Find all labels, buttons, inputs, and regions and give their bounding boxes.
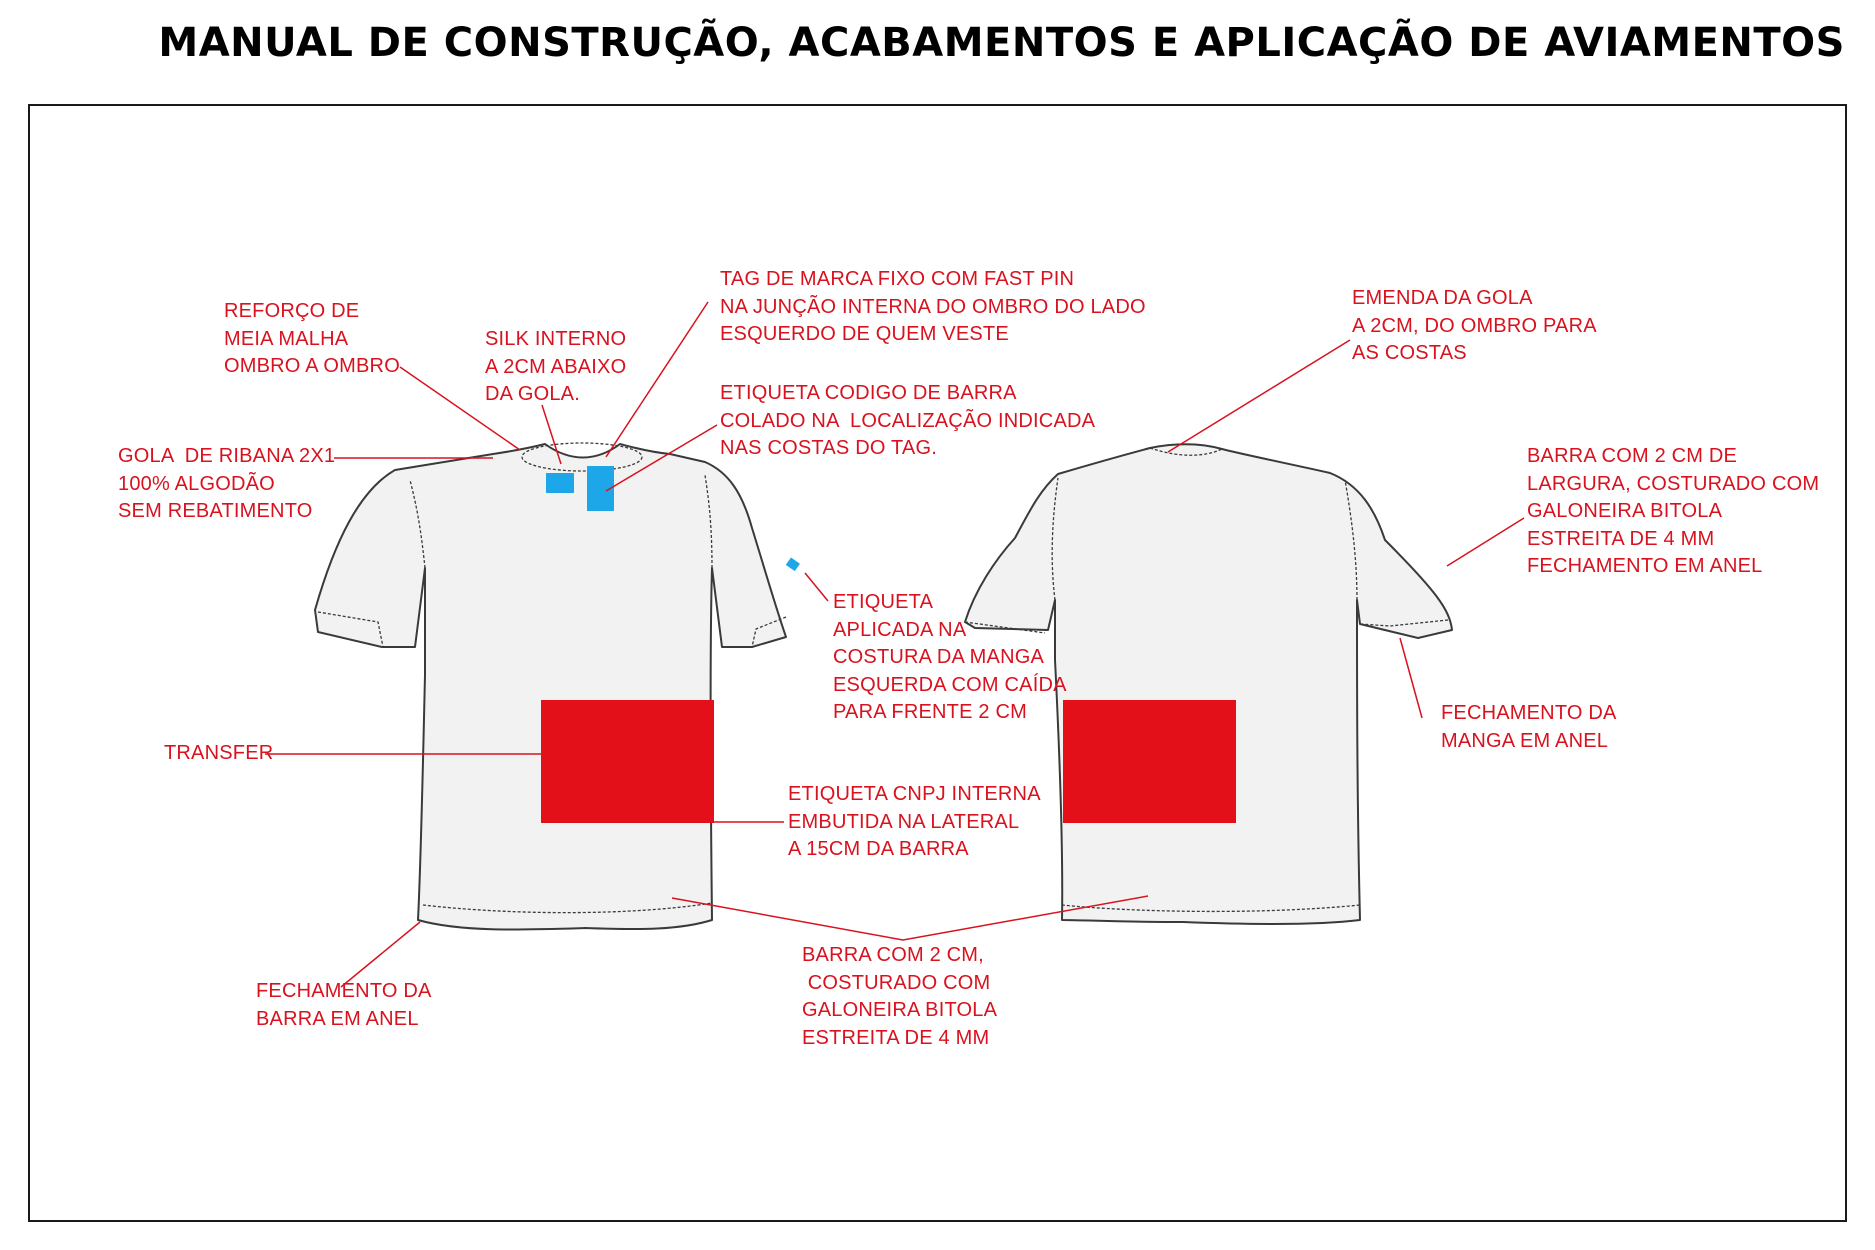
annotation-transfer: TRANSFER — [164, 742, 274, 764]
annotation-etiqueta-codigo: ETIQUETA CODIGO DE BARRA COLADO NA LOCALIZAÇÃO INDICADA NAS COSTAS DO TAG. — [720, 382, 1096, 459]
leader-barra-manga — [1447, 518, 1524, 566]
annotation-emenda-gola: EMENDA DA GOLA A 2CM, DO OMBRO PARA AS COSTAS — [1352, 287, 1597, 364]
annotation-tag-marca: TAG DE MARCA FIXO COM FAST PIN NA JUNÇÃO INTERNA DO OMBRO DO LADO ESQUERDO DE QUEM VESTE — [720, 268, 1146, 345]
transfer-front — [541, 700, 714, 823]
annotation-silk: SILK INTERNO A 2CM ABAIXO DA GOLA. — [485, 328, 627, 405]
transfer-back — [1063, 700, 1236, 823]
annotation-etiqueta-cnpj: ETIQUETA CNPJ INTERNA EMBUTIDA NA LATERAL A 15CM DA BARRA — [788, 783, 1041, 860]
annotation-etiqueta-manga: ETIQUETA APLICADA NA COSTURA DA MANGA ESQUERDA COM CAÍDA PARA FRENTE 2 CM — [833, 591, 1067, 723]
annotation-reforco: REFORÇO DE MEIA MALHA OMBRO A OMBRO — [224, 300, 400, 377]
annotation-barra-manga: BARRA COM 2 CM DE LARGURA, COSTURADO COM GALONEIRA BITOLA ESTREITA DE 4 MM FECHAMENTO EM ANEL — [1527, 445, 1820, 577]
silk-label — [546, 473, 574, 493]
page-title: MANUAL DE CONSTRUÇÃO, ACABAMENTOS E APLICAÇÃO DE AVIAMENTOS — [158, 20, 1845, 66]
leader-etiqueta-manga — [805, 573, 828, 601]
annotation-barra-front: BARRA COM 2 CM, COSTURADO COM GALONEIRA BITOLA ESTREITA DE 4 MM — [802, 944, 998, 1049]
leader-fechamento-manga — [1400, 638, 1422, 718]
tshirt-front — [315, 443, 800, 930]
sleeve-label — [786, 557, 800, 571]
annotation-fechamento-barra: FECHAMENTO DA BARRA EM ANEL — [256, 980, 432, 1030]
leader-emenda — [1168, 340, 1350, 452]
annotation-fechamento-manga: FECHAMENTO DA MANGA EM ANEL — [1441, 702, 1617, 752]
annotation-gola: GOLA DE RIBANA 2X1 100% ALGODÃO SEM REBATIMENTO — [118, 445, 336, 522]
